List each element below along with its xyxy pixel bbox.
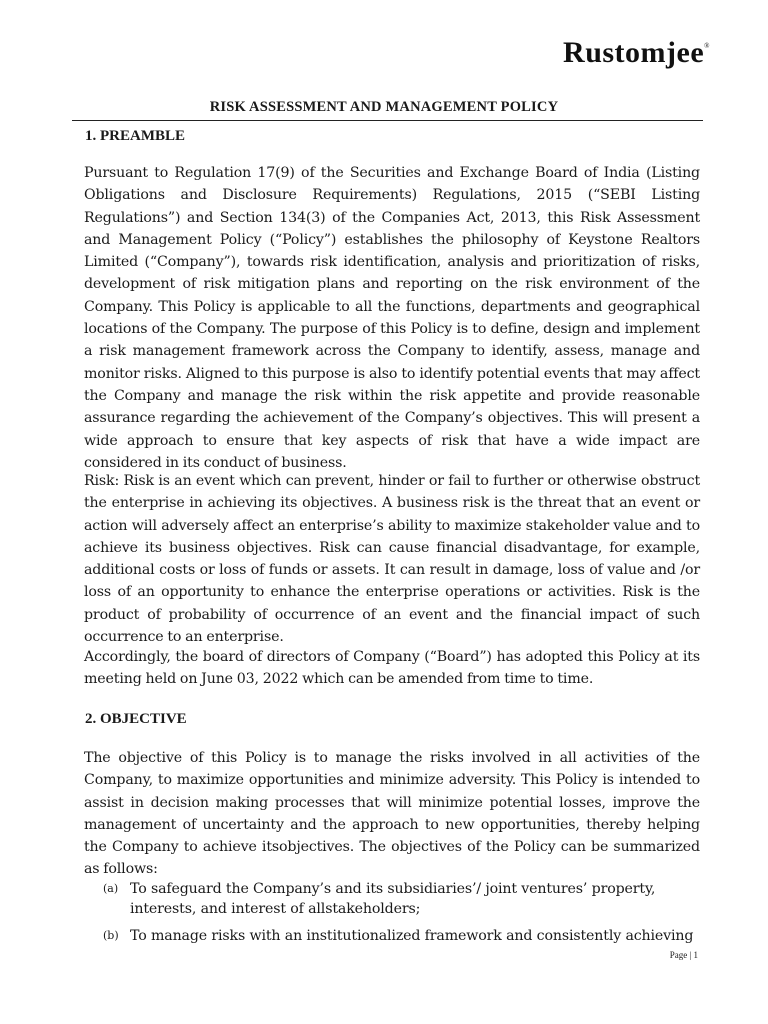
list-item-text: To safeguard the Company’s and its subsidiaries’/ joint ventures’ property, interests, and interest of allstakeholders;: [130, 881, 656, 917]
title-divider: [72, 120, 703, 121]
list-item-marker: (a): [103, 882, 119, 895]
preamble-paragraph-board: Accordingly, the board of directors of Company (“Board”) has adopted this Policy at its meeting held on June 03, 2022 which can be amended from time to time.: [84, 649, 700, 688]
list-item-text: To manage risks with an institutionalized framework and consistently achieving: [130, 928, 694, 944]
list-item: [103, 879, 703, 919]
document-title: RISK ASSESSMENT AND MANAGEMENT POLICY: [209, 99, 559, 115]
registered-mark: ®: [704, 42, 710, 50]
objective-paragraph: The objective of this Policy is to manage the risks involved in all activities of the Company, to maximize opportunities and minimize adversity. This Policy is intended to assist in decision making processes that will minimize potential losses, improve the management of uncertainty and the approach to new opportunities, thereby helping the Company to achieve itsobjectives. The objectives of the Policy can be summarized as follows:: [84, 750, 700, 878]
preamble-paragraph-risk: Risk: Risk is an event which can prevent, hinder or fail to further or otherwise obstruct the enterprise in achieving its objectives. A business risk is the threat that an event or action will adversely affect an enterprise’s ability to maximize stakeholder value and to achieve its business objectives. Risk can cause financial disadvantage, for example, additional costs or loss of funds or assets. It can result in damage, loss of value and /or loss of an opportunity to enhance the enterprise operations or activities. Risk is the product of probability of occurrence of an event and the financial impact of such occurrence to an enterprise.: [84, 473, 700, 646]
list-item-marker: (b): [103, 929, 119, 942]
list-item: [103, 926, 703, 946]
preamble-paragraph-1: Pursuant to Regulation 17(9) of the Securities and Exchange Board of India (Listing Obligations and Disclosure Requirements) Regulations, 2015 (“SEBI Listing Regulations”) and Section 134(3) of the Companies Act, 2013, this Risk Assessment and Management Policy (“Policy”) establishes the philosophy of Keystone Realtors Limited (“Company”), towards risk identification, analysis and prioritization of risks, development of risk mitigation plans and reporting on the risk environment of the Company. This Policy is applicable to all the functions, departments and geographical locations of the Company. The purpose of this Policy is to define, design and implement a risk management framework across the Company to identify, assess, manage and monitor risks. Aligned to this purpose is also to identify potential events that may affect the Company and manage the risk within the risk appetite and provide reasonable assurance regarding the achievement of the Company’s objectives. This will present a wide approach to ensure that key aspects of risk that have a wide impact are considered in its conduct of business.: [84, 165, 700, 471]
section-heading-objective: 2. OBJECTIVE: [85, 711, 187, 727]
section-heading-preamble: 1. PREAMBLE: [85, 128, 186, 144]
page-number: Page | 1: [669, 950, 698, 960]
logo-text: Rustomjee: [563, 36, 705, 69]
company-logo: [563, 36, 710, 70]
